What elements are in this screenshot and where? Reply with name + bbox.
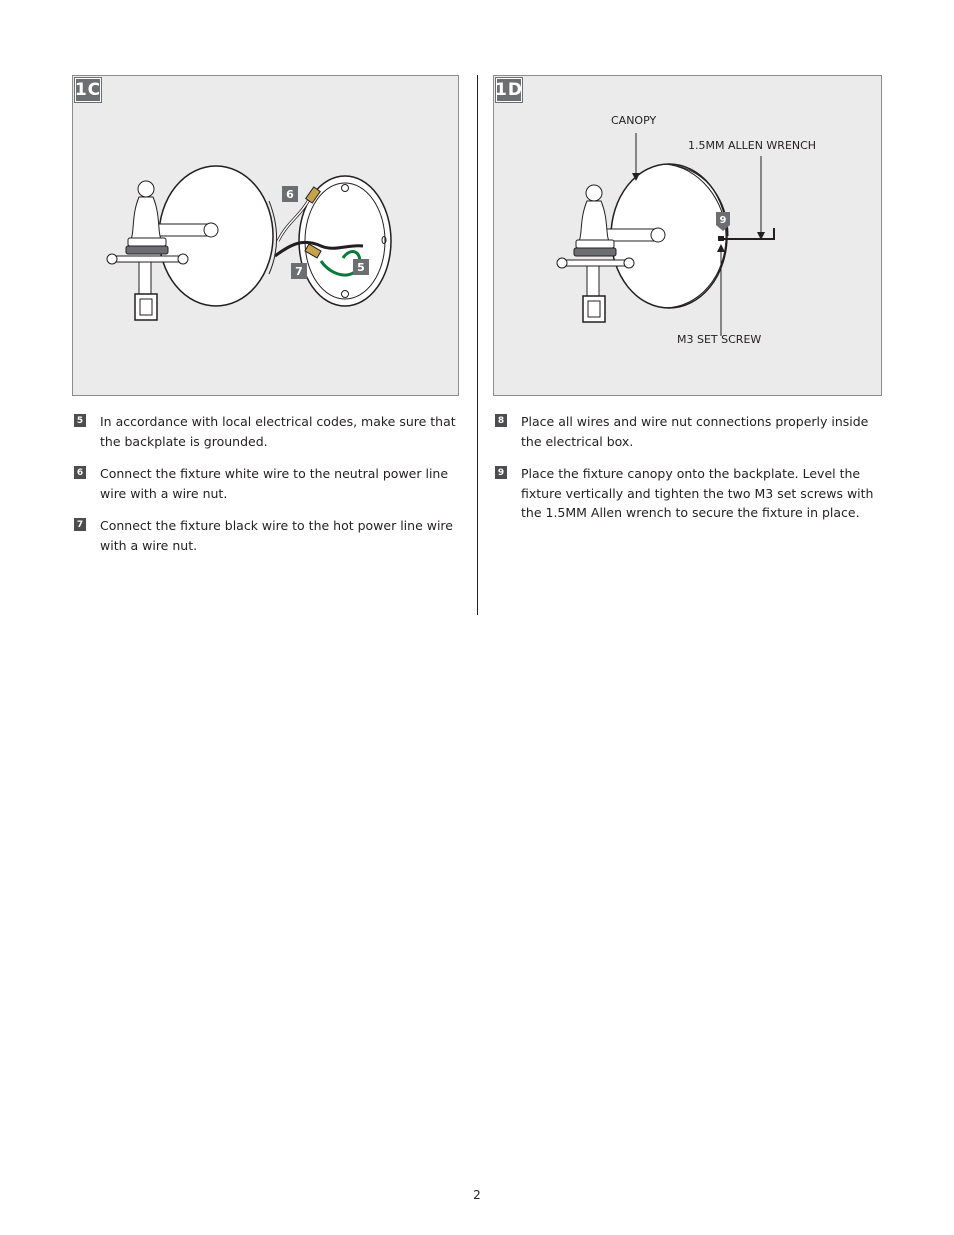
step-number: 8 <box>495 414 507 427</box>
page-number: 2 <box>473 1188 481 1202</box>
step-text: In accordance with local electrical codes, make sure that the backplate is grounded. <box>100 414 456 449</box>
panel-tag-1c: 1C <box>74 77 102 103</box>
step-item <box>72 464 464 503</box>
step-number: 9 <box>495 466 507 479</box>
allen-wrench-label: 1.5MM ALLEN WRENCH <box>688 139 817 152</box>
step-item <box>493 464 877 523</box>
steps-left <box>72 412 464 568</box>
step-text: Place all wires and wire nut connections properly inside the electrical box. <box>521 414 869 449</box>
callout-5: 5 <box>357 261 365 274</box>
steps-right <box>493 412 877 536</box>
step-text: Connect the fixture black wire to the hot power line wire with a wire nut. <box>100 518 453 553</box>
canopy-label: CANOPY <box>611 114 657 127</box>
step-number: 7 <box>74 518 86 531</box>
callout-7: 7 <box>295 265 303 278</box>
column-divider <box>477 75 478 615</box>
canopy-install-illustration <box>494 76 883 397</box>
step-item <box>493 412 877 451</box>
step-text: Place the fixture canopy onto the backplate. Level the fixture vertically and tighten the two M3 set screws with the 1.5MM Allen wrench to secure the fixture in place. <box>521 466 874 520</box>
step-item <box>72 412 464 451</box>
step-number: 6 <box>74 466 86 479</box>
step-number: 5 <box>74 414 86 427</box>
set-screw-label: M3 SET SCREW <box>677 333 762 346</box>
illustration-panel-1c <box>72 75 459 396</box>
step-text: Connect the fixture white wire to the neutral power line wire with a wire nut. <box>100 466 449 501</box>
callout-6: 6 <box>286 188 294 201</box>
callout-9: 9 <box>719 215 727 226</box>
fixture-wiring-illustration <box>73 76 460 397</box>
step-item <box>72 516 464 555</box>
illustration-panel-1d <box>493 75 882 396</box>
panel-tag-1d: 1D <box>495 77 523 103</box>
